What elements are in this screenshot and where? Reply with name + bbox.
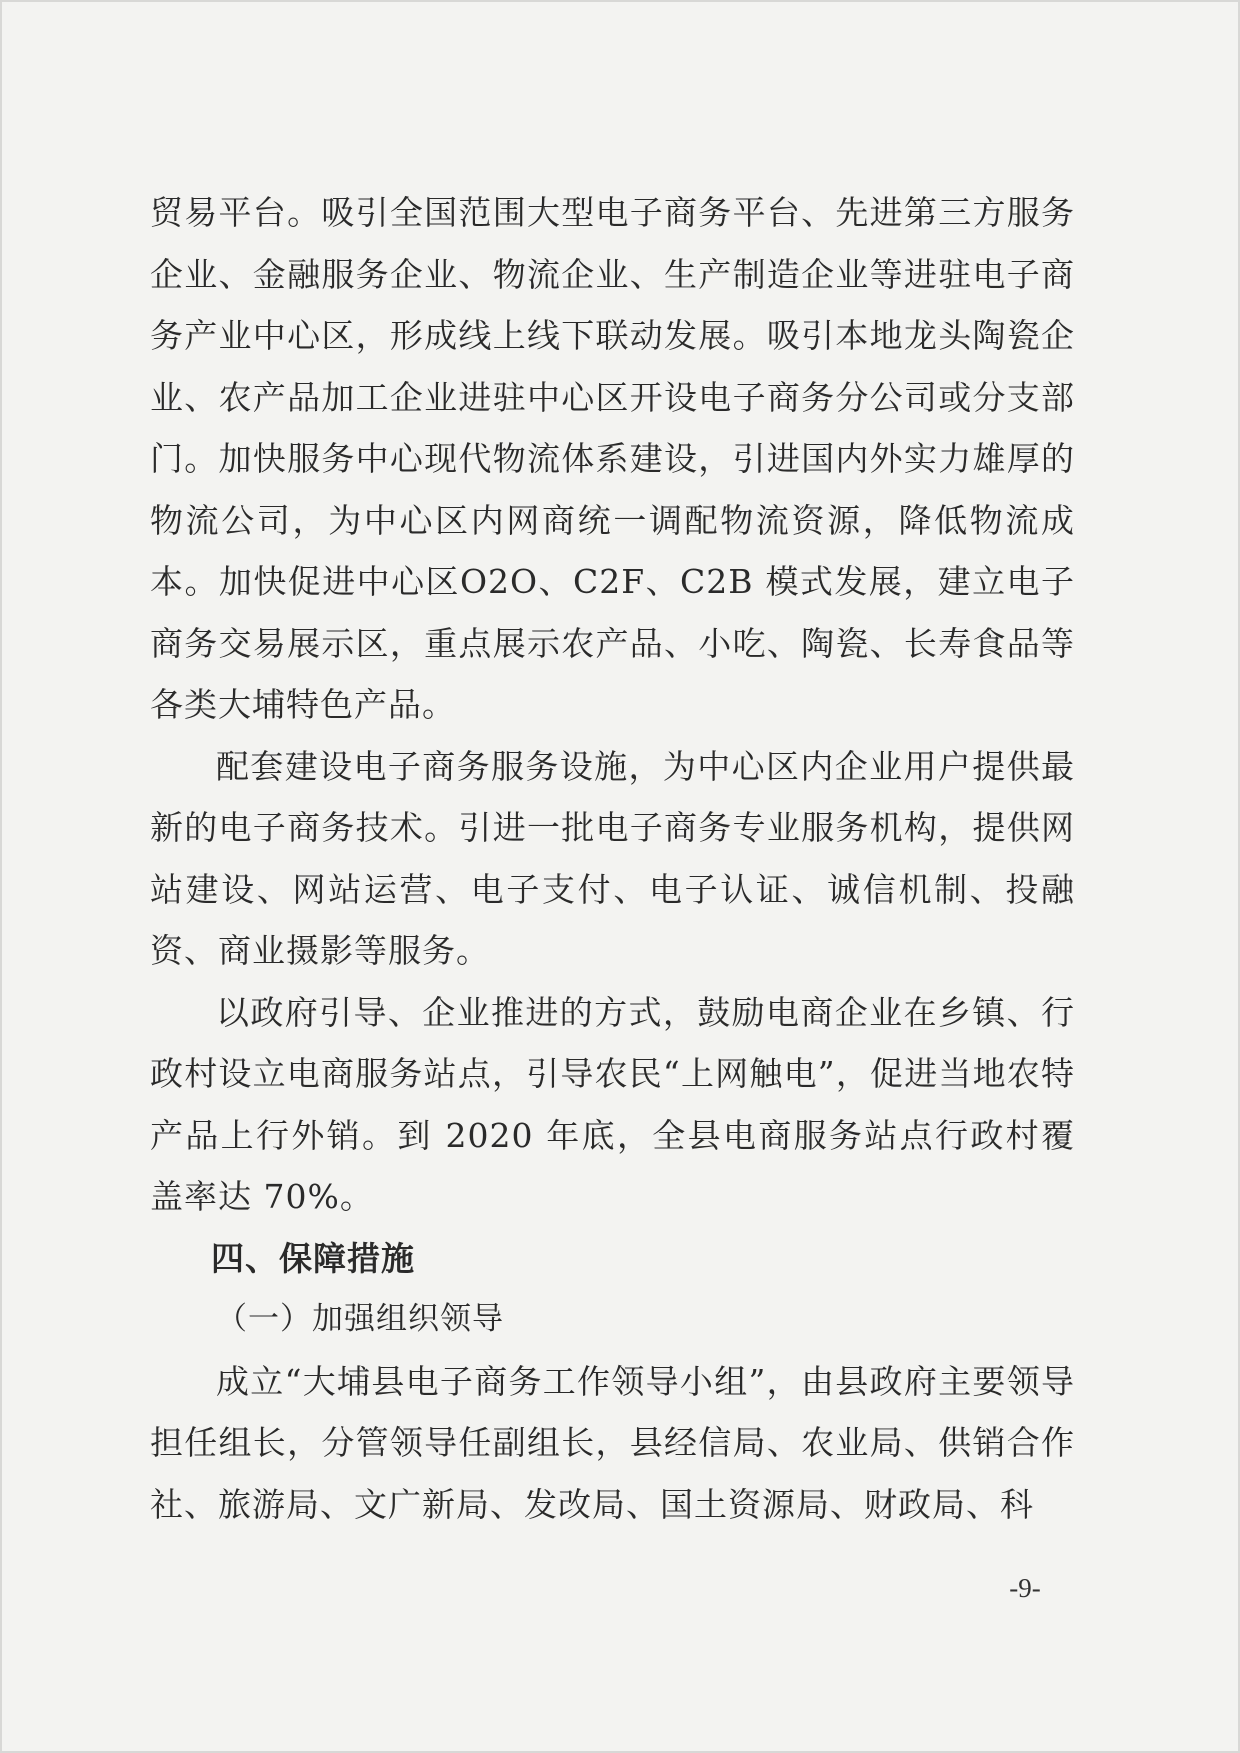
paragraph-continued: 贸易平台。吸引全国范围大型电子商务平台、先进第三方服务企业、金融服务企业、物流企业、生产制造企业等进驻电子商务产业中心区，形成线上线下联动发展。吸引本地龙头陶瓷企业、农产品加工企业进驻中心区开设电子商务分公司或分支部门。加快服务中心现代物流体系建设，引进国内外实力雄厚的物流公司，为中心区内网商统一调配物流资源，降低物流成本。加快促进中心区O2O、C2F、C2B 模式发展，建立电子商务交易展示区，重点展示农产品、小吃、陶瓷、长寿食品等各类大埔特色产品。 [150,193,1075,724]
subsection-heading: （一）加强组织领导 [216,1301,504,1337]
paragraph-service-stations: 以政府引导、企业推进的方式，鼓励电商企业在乡镇、行政村设立电商服务站点，引导农民“上网触电”，促进当地农特产品上行外销。到 2020 年底，全县电商服务站点行政村覆盖率达 70%。 [150,992,1075,1216]
section-heading: 四、保障措施 [211,1238,415,1278]
page-number: -9- [1009,1573,1041,1603]
document-body [150,182,1075,1535]
paragraph-ecommerce-facilities: 配套建设电子商务服务设施，为中心区内企业用户提供最新的电子商务技术。引进一批电子商务专业服务机构，提供网站建设、网站运营、电子支付、电子认证、诚信机制、投融资、商业摄影等服务。 [150,746,1075,970]
paragraph-leadership-group: 成立“大埔县电子商务工作领导小组”，由县政府主要领导担任组长，分管领导任副组长，县经信局、农业局、供销合作社、旅游局、文广新局、发改局、国土资源局、财政局、科 [150,1361,1075,1524]
